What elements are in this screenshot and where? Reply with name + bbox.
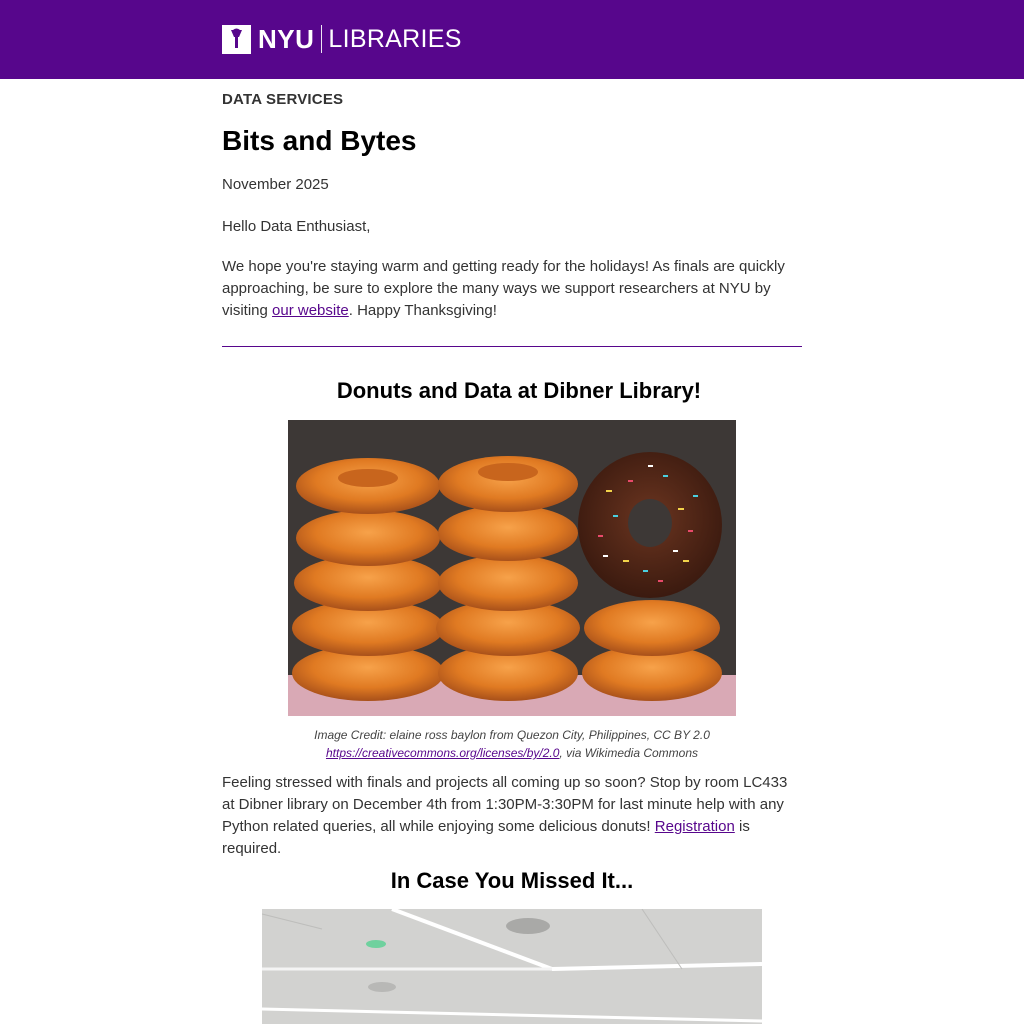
caption-line: Image Credit: elaine ross baylon from Quezon City, Philippines, CC BY 2.0: [314, 728, 710, 742]
registration-link[interactable]: Registration: [654, 818, 735, 835]
site-header: [0, 0, 1024, 79]
image-credit-caption: [222, 726, 802, 762]
torch-icon: [222, 25, 251, 54]
eyebrow-label: DATA SERVICES: [222, 91, 344, 108]
page-title: Bits and Bytes: [222, 125, 417, 156]
donuts-photo: [288, 420, 736, 716]
section-title-missed: In Case You Missed It...: [390, 868, 634, 893]
caption-line-2: [222, 744, 802, 762]
caption-suffix: , via Wikimedia Commons: [559, 746, 699, 760]
intro-text: We hope you're staying warm and getting ready for the holidays! As finals are quickly approaching, be sure to explore the many ways we support researchers at NYU by visiting: [222, 258, 785, 319]
our-website-link[interactable]: our website: [272, 302, 349, 319]
intro-paragraph: [222, 256, 802, 322]
greeting: Hello Data Enthusiast,: [222, 218, 371, 235]
section-divider: [222, 346, 802, 347]
donuts-paragraph: [222, 772, 802, 860]
intro-text-end: . Happy Thanksgiving!: [348, 302, 497, 319]
logo-divider: [321, 25, 322, 53]
room-ceiling-photo: [262, 909, 762, 1024]
issue-date: November 2025: [222, 176, 329, 193]
logo-libraries-text: LIBRARIES: [328, 25, 462, 53]
section-title-donuts: Donuts and Data at Dibner Library!: [336, 378, 702, 403]
donuts-text: Feeling stressed with finals and projects all coming up so soon? Stop by room LC433 at Dibner library on December 4th from 1:30PM-3:30PM for last minute help with any Python related queries, all while enjoying some delicious donuts!: [222, 774, 788, 835]
nyu-libraries-logo[interactable]: [222, 25, 462, 53]
logo-nyu-text: NYU: [258, 24, 315, 54]
donuts-text-end: is required.: [222, 818, 750, 857]
cc-license-link[interactable]: https://creativecommons.org/licenses/by/2.0: [325, 746, 560, 760]
